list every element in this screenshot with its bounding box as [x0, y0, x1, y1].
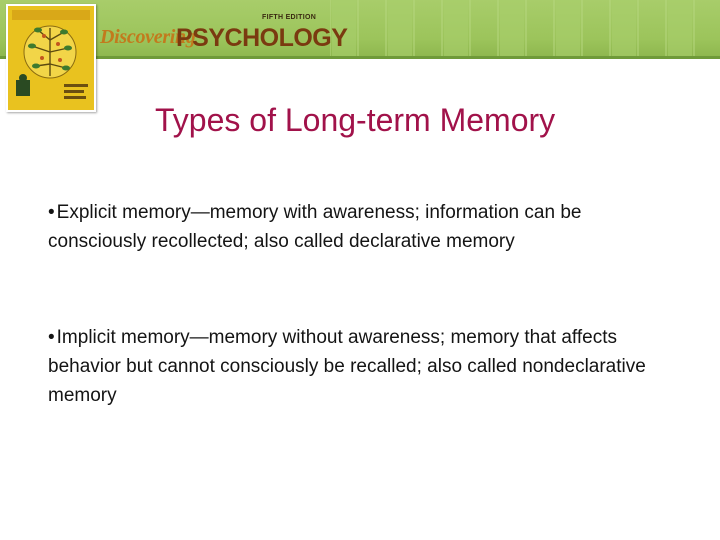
banner-underline — [0, 56, 720, 59]
bullet-text: Implicit memory—memory without awareness; memory that affects behavior but cannot consciously be recalled; also called nondeclarative memory — [48, 327, 646, 406]
bullet-explicit-memory — [48, 198, 668, 256]
logo-main: PSYCHOLOGY — [176, 24, 348, 52]
bullet-text: Explicit memory—memory with awareness; information can be consciously recollected; also called declarative memory — [48, 202, 582, 252]
bullet-marker: • — [48, 327, 55, 348]
header-banner — [0, 0, 720, 56]
edition-label: FIFTH EDITION — [262, 14, 317, 21]
bullet-marker: • — [48, 202, 55, 223]
bullet-implicit-memory — [48, 323, 668, 410]
book-cover-illustration — [8, 6, 94, 110]
logo-prefix: Discovering — [100, 26, 196, 48]
banner-stripe-pattern — [330, 0, 720, 56]
slide-title: Types of Long-term Memory — [155, 102, 556, 138]
book-cover-image — [6, 4, 96, 112]
